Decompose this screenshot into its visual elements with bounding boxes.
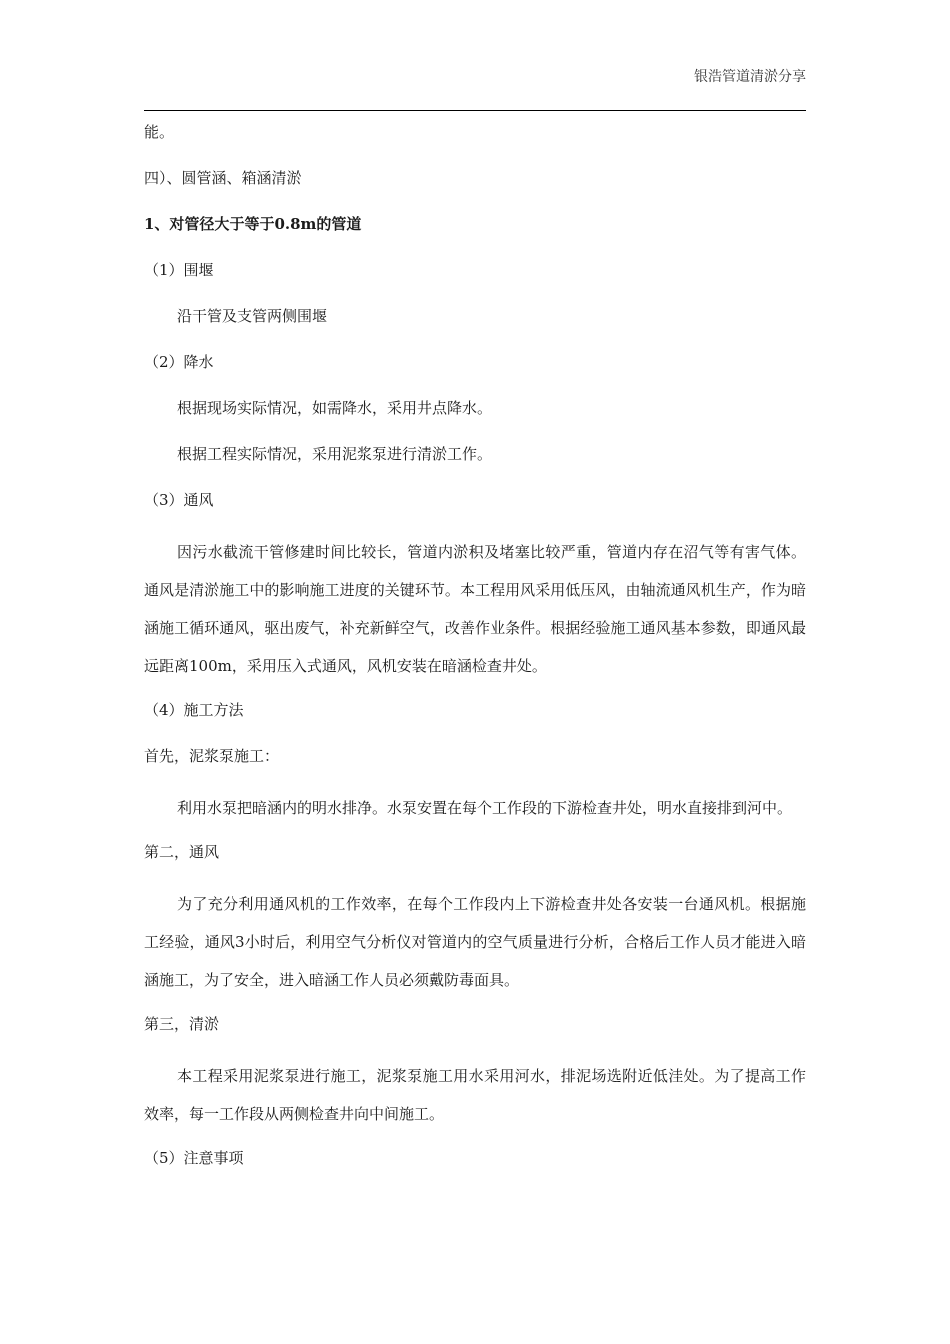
running-header: 银浩管道清淤分享 [694,69,806,85]
paragraph-dewatering-1: 根据现场实际情况，如需降水，采用井点降水。 [177,399,493,417]
paragraph-first-step: 利用水泵把暗涵内的明水排净。水泵安置在每个工作段的下游检查井处，明水直接排到河中。 [177,799,793,817]
paragraph-continuation: 能。 [144,123,175,141]
paragraph-second-step: 为了充分利用通风机的工作效率，在每个工作段内上下游检查井处各安装一台通风机。根据施工经验，通风3小时后，利用空气分析仪对管道内的空气质量进行分析，合格后工作人员才能进入暗涵施工，为了安全，进入暗涵工作人员必须戴防毒面具。 [144,895,806,989]
step-heading-third: 第三，清淤 [144,1015,220,1033]
paragraph-third-step: 本工程采用泥浆泵进行施工，泥浆泵施工用水采用河水，排泥场选附近低洼处。为了提高工作效率，每一工作段从两侧检查井向中间施工。 [144,1067,806,1123]
item-heading-dewatering: （2）降水 [144,353,214,371]
paragraph-cofferdam: 沿干管及支管两侧围堰 [177,307,328,325]
header-divider [144,110,806,111]
paragraph-dewatering-2: 根据工程实际情况，采用泥浆泵进行清淤工作。 [177,445,493,463]
item-heading-method: （4）施工方法 [144,701,244,719]
document-body [144,119,806,1191]
section-heading: 四）、圆管涵、箱涵清淤 [144,169,302,187]
step-heading-second: 第二，通风 [144,843,220,861]
item-heading-ventilation: （3）通风 [144,491,214,509]
step-heading-first: 首先，泥浆泵施工： [144,747,280,765]
item-heading-notes: （5）注意事项 [144,1149,244,1167]
item-heading-cofferdam: （1）围堰 [144,261,214,279]
paragraph-ventilation: 因污水截流干管修建时间比较长，管道内淤积及堵塞比较严重，管道内存在沼气等有害气体。通风是清淤施工中的影响施工进度的关键环节。本工程用风采用低压风，由轴流通风机生产，作为暗涵施工循环通风，驱出废气，补充新鲜空气，改善作业条件。根据经验施工通风基本参数，即通风最远距离100m，采用压入式通风，风机安装在暗涵检查井处。 [144,543,806,675]
subsection-heading: 1、对管径大于等于0.8m的管道 [144,215,362,233]
